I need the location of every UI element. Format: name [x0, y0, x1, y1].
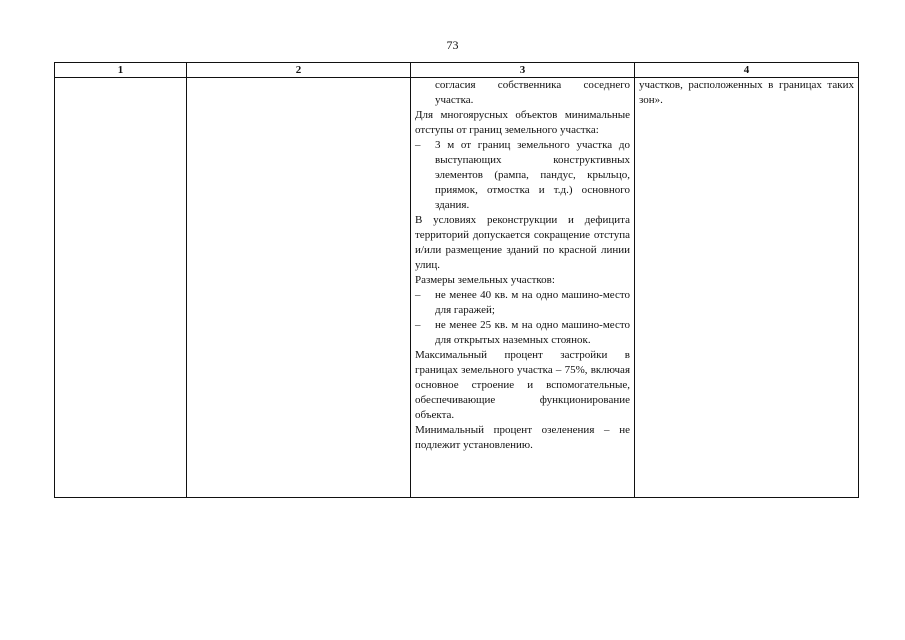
- regulation-table: [54, 62, 859, 498]
- dash-bullet: –: [415, 289, 421, 301]
- column-header-1: 1: [55, 63, 187, 78]
- paragraph-lead: согласия собственника соседнего участка.: [435, 79, 630, 106]
- list-item-text: не менее 40 кв. м на одно машино-место для гаражей;: [435, 289, 630, 316]
- cell-col-4: [635, 78, 859, 498]
- paragraph-reconstruction: В условиях реконструкции и дефицита территорий допускается сокращение отступа и/или размещение зданий по красной линии улиц.: [415, 214, 630, 271]
- cell-col-1: [55, 78, 187, 498]
- paragraph-max-coverage: Максимальный процент застройки в границах земельного участка – 75%, включая основное строение и вспомогательные, обеспечивающие функционирование объекта.: [415, 349, 630, 421]
- paragraph-plot-sizes: Размеры земельных участков:: [415, 274, 555, 286]
- paragraph-setbacks: Для многоярусных объектов минимальные отступы от границ земельного участка:: [415, 109, 630, 136]
- column-header-2: 2: [187, 63, 411, 78]
- table-header-row: [55, 63, 859, 78]
- list-item: [415, 288, 630, 318]
- cell-col-2: [187, 78, 411, 498]
- list-item: [415, 138, 630, 213]
- column-header-3: 3: [411, 63, 635, 78]
- cell-col-3: [411, 78, 635, 498]
- list-item: [415, 318, 630, 348]
- setback-list: [415, 138, 630, 213]
- paragraph-min-greening: Минимальный процент озеленения – не подлежит установлению.: [415, 424, 630, 451]
- page-number: 73: [446, 38, 459, 52]
- list-item-text: не менее 25 кв. м на одно машино-место для открытых наземных стоянок.: [435, 319, 630, 346]
- list-item-text: 3 м от границ земельного участка до выступающих конструктивных элементов (рампа, пандус, крыльцо, приямок, отмостка и т.д.) основного здания.: [435, 139, 630, 211]
- column-header-4: 4: [635, 63, 859, 78]
- plot-size-list: [415, 288, 630, 348]
- paragraph-zones: участков, расположенных в границах таких зон».: [639, 79, 854, 106]
- table-row: [55, 78, 859, 498]
- dash-bullet: –: [415, 319, 421, 331]
- dash-bullet: –: [415, 139, 421, 151]
